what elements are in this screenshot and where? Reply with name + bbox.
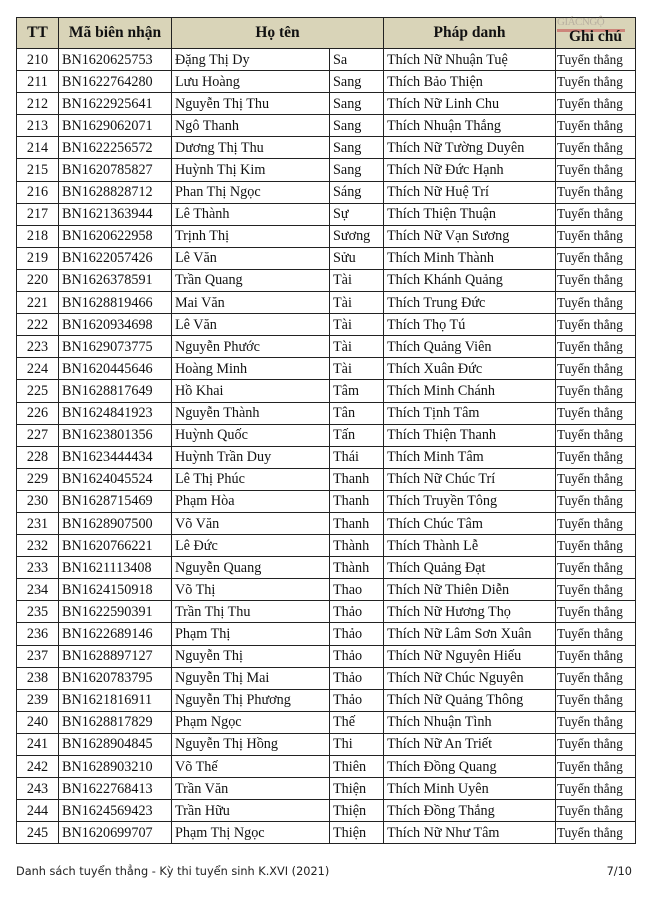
row-ghi-chu: Tuyển thẳng xyxy=(556,314,636,336)
row-ma-bien-nhan: BN1620783795 xyxy=(59,667,172,689)
row-ten: Tài xyxy=(330,358,384,380)
row-ghi-chu: Tuyển thẳng xyxy=(556,645,636,667)
row-tt: 243 xyxy=(17,778,59,800)
row-tt: 215 xyxy=(17,159,59,181)
row-phap-danh: Thích Thọ Tú xyxy=(384,314,556,336)
row-tt: 240 xyxy=(17,711,59,733)
row-ghi-chu: Tuyển thẳng xyxy=(556,579,636,601)
row-tt: 222 xyxy=(17,314,59,336)
row-ten: Thành xyxy=(330,557,384,579)
row-phap-danh: Thích Truyền Tông xyxy=(384,490,556,512)
row-ho: Nguyễn Thị Thu xyxy=(172,93,330,115)
table-row xyxy=(17,557,636,579)
row-ho: Nguyễn Phước xyxy=(172,336,330,358)
header-ho-ten: Họ tên xyxy=(172,18,384,49)
table-row xyxy=(17,645,636,667)
row-ho: Trần Văn xyxy=(172,778,330,800)
row-tt: 218 xyxy=(17,225,59,247)
table-row xyxy=(17,292,636,314)
row-ma-bien-nhan: BN1620699707 xyxy=(59,822,172,844)
row-tt: 217 xyxy=(17,203,59,225)
row-ghi-chu: Tuyển thẳng xyxy=(556,424,636,446)
row-ten: Sáng xyxy=(330,181,384,203)
row-tt: 221 xyxy=(17,292,59,314)
row-ho: Ngô Thanh xyxy=(172,115,330,137)
row-tt: 233 xyxy=(17,557,59,579)
row-ghi-chu: Tuyển thẳng xyxy=(556,490,636,512)
page-number: 7/10 xyxy=(606,865,632,878)
row-phap-danh: Thích Thiện Thanh xyxy=(384,424,556,446)
table-row xyxy=(17,314,636,336)
row-ghi-chu: Tuyển thẳng xyxy=(556,468,636,490)
row-tt: 244 xyxy=(17,800,59,822)
table-body xyxy=(17,49,636,844)
row-ma-bien-nhan: BN1622925641 xyxy=(59,93,172,115)
row-ma-bien-nhan: BN1628817649 xyxy=(59,380,172,402)
row-ho: Phạm Thị xyxy=(172,623,330,645)
row-tt: 230 xyxy=(17,490,59,512)
row-ten: Tân xyxy=(330,402,384,424)
row-phap-danh: Thích Thành Lễ xyxy=(384,535,556,557)
row-ten: Tâm xyxy=(330,380,384,402)
table-row xyxy=(17,93,636,115)
row-phap-danh: Thích Nữ An Triết xyxy=(384,733,556,755)
row-ma-bien-nhan: BN1620625753 xyxy=(59,49,172,71)
row-ghi-chu: Tuyển thẳng xyxy=(556,667,636,689)
row-ghi-chu: Tuyển thẳng xyxy=(556,203,636,225)
table-row xyxy=(17,424,636,446)
row-tt: 232 xyxy=(17,535,59,557)
row-ho: Nguyễn Thị Phương xyxy=(172,689,330,711)
row-ten: Thảo xyxy=(330,645,384,667)
row-tt: 237 xyxy=(17,645,59,667)
row-ghi-chu: Tuyển thẳng xyxy=(556,115,636,137)
row-ten: Thảo xyxy=(330,689,384,711)
table-row xyxy=(17,115,636,137)
row-ten: Thái xyxy=(330,446,384,468)
row-tt: 236 xyxy=(17,623,59,645)
row-phap-danh: Thích Nữ Vạn Sương xyxy=(384,225,556,247)
table-row xyxy=(17,800,636,822)
row-ho: Lê Văn xyxy=(172,314,330,336)
row-ma-bien-nhan: BN1620934698 xyxy=(59,314,172,336)
row-ho: Võ Thị xyxy=(172,579,330,601)
row-phap-danh: Thích Bảo Thiện xyxy=(384,71,556,93)
row-ma-bien-nhan: BN1622590391 xyxy=(59,601,172,623)
table-row xyxy=(17,490,636,512)
row-ten: Sang xyxy=(330,137,384,159)
row-phap-danh: Thích Minh Tâm xyxy=(384,446,556,468)
row-ten: Thành xyxy=(330,535,384,557)
row-ma-bien-nhan: BN1620445646 xyxy=(59,358,172,380)
row-ghi-chu: Tuyển thẳng xyxy=(556,512,636,534)
row-ho: Phan Thị Ngọc xyxy=(172,181,330,203)
row-ten: Thiện xyxy=(330,778,384,800)
row-tt: 228 xyxy=(17,446,59,468)
row-ten: Tài xyxy=(330,269,384,291)
row-ho: Trần Quang xyxy=(172,269,330,291)
row-ghi-chu: Tuyển thẳng xyxy=(556,535,636,557)
row-ghi-chu: Tuyển thẳng xyxy=(556,49,636,71)
row-ma-bien-nhan: BN1624569423 xyxy=(59,800,172,822)
row-ho: Huỳnh Trần Duy xyxy=(172,446,330,468)
table-row xyxy=(17,203,636,225)
row-ten: Sửu xyxy=(330,247,384,269)
table-row xyxy=(17,535,636,557)
table-row xyxy=(17,689,636,711)
row-phap-danh: Thích Nữ Quảng Thông xyxy=(384,689,556,711)
row-ghi-chu: Tuyển thẳng xyxy=(556,336,636,358)
row-phap-danh: Thích Minh Uyên xyxy=(384,778,556,800)
table-row xyxy=(17,733,636,755)
row-ho: Hồ Khai xyxy=(172,380,330,402)
row-tt: 225 xyxy=(17,380,59,402)
row-ma-bien-nhan: BN1628817829 xyxy=(59,711,172,733)
row-tt: 227 xyxy=(17,424,59,446)
row-ho: Mai Văn xyxy=(172,292,330,314)
row-ten: Tài xyxy=(330,336,384,358)
row-ma-bien-nhan: BN1628904845 xyxy=(59,733,172,755)
row-ho: Huỳnh Thị Kim xyxy=(172,159,330,181)
row-ten: Sang xyxy=(330,93,384,115)
row-ten: Sang xyxy=(330,71,384,93)
row-ghi-chu: Tuyển thẳng xyxy=(556,137,636,159)
row-ghi-chu: Tuyển thẳng xyxy=(556,623,636,645)
row-ghi-chu: Tuyển thẳng xyxy=(556,380,636,402)
header-phap-danh: Pháp danh xyxy=(384,18,556,49)
table-row xyxy=(17,756,636,778)
row-ma-bien-nhan: BN1620622958 xyxy=(59,225,172,247)
row-ghi-chu: Tuyển thẳng xyxy=(556,733,636,755)
row-ten: Thiên xyxy=(330,756,384,778)
row-ho: Nguyễn Thị xyxy=(172,645,330,667)
row-ma-bien-nhan: BN1623801356 xyxy=(59,424,172,446)
row-phap-danh: Thích Đồng Thắng xyxy=(384,800,556,822)
row-ho: Lê Thị Phúc xyxy=(172,468,330,490)
row-tt: 229 xyxy=(17,468,59,490)
row-ho: Hoàng Minh xyxy=(172,358,330,380)
row-ghi-chu: Tuyển thẳng xyxy=(556,756,636,778)
table-row xyxy=(17,822,636,844)
row-phap-danh: Thích Minh Chánh xyxy=(384,380,556,402)
row-tt: 216 xyxy=(17,181,59,203)
row-tt: 220 xyxy=(17,269,59,291)
row-phap-danh: Thích Quảng Đạt xyxy=(384,557,556,579)
row-ho: Trịnh Thị xyxy=(172,225,330,247)
table-row xyxy=(17,711,636,733)
table-row xyxy=(17,468,636,490)
row-ghi-chu: Tuyển thẳng xyxy=(556,292,636,314)
row-ho: Nguyễn Thị Hồng xyxy=(172,733,330,755)
row-phap-danh: Thích Thiện Thuận xyxy=(384,203,556,225)
row-phap-danh: Thích Trung Đức xyxy=(384,292,556,314)
row-phap-danh: Thích Minh Thành xyxy=(384,247,556,269)
row-ten: Sang xyxy=(330,115,384,137)
row-phap-danh: Thích Khánh Quảng xyxy=(384,269,556,291)
table-row xyxy=(17,667,636,689)
row-ho: Nguyễn Quang xyxy=(172,557,330,579)
row-ho: Phạm Hòa xyxy=(172,490,330,512)
row-ma-bien-nhan: BN1621113408 xyxy=(59,557,172,579)
table-row xyxy=(17,225,636,247)
row-ma-bien-nhan: BN1621363944 xyxy=(59,203,172,225)
row-ten: Thanh xyxy=(330,490,384,512)
row-phap-danh: Thích Nữ Linh Chu xyxy=(384,93,556,115)
table-row xyxy=(17,579,636,601)
row-ghi-chu: Tuyển thẳng xyxy=(556,225,636,247)
row-tt: 238 xyxy=(17,667,59,689)
row-phap-danh: Thích Nữ Tường Duyên xyxy=(384,137,556,159)
row-ho: Phạm Ngọc xyxy=(172,711,330,733)
row-ten: Thi xyxy=(330,733,384,755)
row-phap-danh: Thích Nữ Nhuận Tuệ xyxy=(384,49,556,71)
row-ghi-chu: Tuyển thẳng xyxy=(556,358,636,380)
row-tt: 210 xyxy=(17,49,59,71)
row-ho: Lưu Hoàng xyxy=(172,71,330,93)
header-tt: TT xyxy=(17,18,59,49)
table-header-row xyxy=(17,18,636,49)
row-ten: Thảo xyxy=(330,623,384,645)
row-ten: Thiện xyxy=(330,800,384,822)
row-ten: Thanh xyxy=(330,512,384,534)
row-phap-danh: Thích Chúc Tâm xyxy=(384,512,556,534)
row-ghi-chu: Tuyển thẳng xyxy=(556,822,636,844)
row-ten: Tài xyxy=(330,292,384,314)
admission-list-table xyxy=(16,17,636,844)
row-ho: Nguyễn Thị Mai xyxy=(172,667,330,689)
row-ten: Thế xyxy=(330,711,384,733)
footer-title: Danh sách tuyển thẳng - Kỳ thi tuyển sinh K.XVI (2021) xyxy=(16,865,330,878)
row-ma-bien-nhan: BN1628715469 xyxy=(59,490,172,512)
table-row xyxy=(17,247,636,269)
row-ho: Trần Thị Thu xyxy=(172,601,330,623)
row-ho: Lê Đức xyxy=(172,535,330,557)
row-ma-bien-nhan: BN1622764280 xyxy=(59,71,172,93)
row-ma-bien-nhan: BN1620766221 xyxy=(59,535,172,557)
row-ghi-chu: Tuyển thẳng xyxy=(556,402,636,424)
header-ma-bien-nhan: Mã biên nhận xyxy=(59,18,172,49)
row-phap-danh: Thích Nữ Như Tâm xyxy=(384,822,556,844)
row-ho: Huỳnh Quốc xyxy=(172,424,330,446)
row-ghi-chu: Tuyển thẳng xyxy=(556,800,636,822)
row-ma-bien-nhan: BN1624045524 xyxy=(59,468,172,490)
row-tt: 212 xyxy=(17,93,59,115)
row-tt: 226 xyxy=(17,402,59,424)
row-ten: Thanh xyxy=(330,468,384,490)
row-ten: Thiện xyxy=(330,822,384,844)
row-phap-danh: Thích Nhuận Thắng xyxy=(384,115,556,137)
row-ten: Tấn xyxy=(330,424,384,446)
row-phap-danh: Thích Nữ Lâm Sơn Xuân xyxy=(384,623,556,645)
row-ma-bien-nhan: BN1622057426 xyxy=(59,247,172,269)
row-ghi-chu: Tuyển thẳng xyxy=(556,71,636,93)
row-ma-bien-nhan: BN1628903210 xyxy=(59,756,172,778)
row-ma-bien-nhan: BN1629073775 xyxy=(59,336,172,358)
table-row xyxy=(17,380,636,402)
row-ma-bien-nhan: BN1624841923 xyxy=(59,402,172,424)
row-ghi-chu: Tuyển thẳng xyxy=(556,93,636,115)
row-ghi-chu: Tuyển thẳng xyxy=(556,778,636,800)
table-row xyxy=(17,71,636,93)
row-ghi-chu: Tuyển thẳng xyxy=(556,446,636,468)
row-ma-bien-nhan: BN1626378591 xyxy=(59,269,172,291)
row-ten: Sự xyxy=(330,203,384,225)
row-tt: 235 xyxy=(17,601,59,623)
row-phap-danh: Thích Đồng Quang xyxy=(384,756,556,778)
row-phap-danh: Thích Nữ Thiên Diễn xyxy=(384,579,556,601)
row-ten: Thảo xyxy=(330,667,384,689)
row-ho: Lê Văn xyxy=(172,247,330,269)
row-ma-bien-nhan: BN1628897127 xyxy=(59,645,172,667)
row-ma-bien-nhan: BN1623444434 xyxy=(59,446,172,468)
row-tt: 242 xyxy=(17,756,59,778)
row-phap-danh: Thích Nữ Hương Thọ xyxy=(384,601,556,623)
row-ten: Thao xyxy=(330,579,384,601)
row-ten: Sương xyxy=(330,225,384,247)
table-row xyxy=(17,601,636,623)
row-tt: 239 xyxy=(17,689,59,711)
row-tt: 214 xyxy=(17,137,59,159)
row-ho: Lê Thành xyxy=(172,203,330,225)
row-ghi-chu: Tuyển thẳng xyxy=(556,269,636,291)
row-ten: Tài xyxy=(330,314,384,336)
table-row xyxy=(17,269,636,291)
table-row xyxy=(17,159,636,181)
watermark-logo: GIÁCNGỘ xyxy=(557,16,605,28)
row-phap-danh: Thích Nhuận Tình xyxy=(384,711,556,733)
header-ghi-chu-label: Ghi chú xyxy=(569,28,622,45)
table-row xyxy=(17,512,636,534)
row-ho: Nguyễn Thành xyxy=(172,402,330,424)
row-tt: 224 xyxy=(17,358,59,380)
row-ma-bien-nhan: BN1620785827 xyxy=(59,159,172,181)
row-ma-bien-nhan: BN1622768413 xyxy=(59,778,172,800)
row-tt: 219 xyxy=(17,247,59,269)
row-tt: 211 xyxy=(17,71,59,93)
row-phap-danh: Thích Nữ Huệ Trí xyxy=(384,181,556,203)
row-ghi-chu: Tuyển thẳng xyxy=(556,557,636,579)
row-ma-bien-nhan: BN1621816911 xyxy=(59,689,172,711)
row-phap-danh: Thích Nữ Chúc Nguyên xyxy=(384,667,556,689)
table-row xyxy=(17,623,636,645)
row-phap-danh: Thích Nữ Đức Hạnh xyxy=(384,159,556,181)
row-ho: Võ Văn xyxy=(172,512,330,534)
row-tt: 213 xyxy=(17,115,59,137)
row-ghi-chu: Tuyển thẳng xyxy=(556,247,636,269)
row-ho: Võ Thế xyxy=(172,756,330,778)
row-ma-bien-nhan: BN1624150918 xyxy=(59,579,172,601)
row-ghi-chu: Tuyển thẳng xyxy=(556,689,636,711)
row-tt: 231 xyxy=(17,512,59,534)
row-ten: Sang xyxy=(330,159,384,181)
row-ghi-chu: Tuyển thẳng xyxy=(556,159,636,181)
row-ten: Sa xyxy=(330,49,384,71)
row-ho: Trần Hữu xyxy=(172,800,330,822)
row-ma-bien-nhan: BN1628819466 xyxy=(59,292,172,314)
table-row xyxy=(17,358,636,380)
table-row xyxy=(17,778,636,800)
row-ho: Dương Thị Thu xyxy=(172,137,330,159)
row-ho: Phạm Thị Ngọc xyxy=(172,822,330,844)
row-tt: 245 xyxy=(17,822,59,844)
header-ghi-chu xyxy=(556,18,636,49)
table-row xyxy=(17,49,636,71)
table-row xyxy=(17,137,636,159)
row-phap-danh: Thích Xuân Đức xyxy=(384,358,556,380)
row-ho: Đặng Thị Dy xyxy=(172,49,330,71)
row-phap-danh: Thích Tịnh Tâm xyxy=(384,402,556,424)
row-ghi-chu: Tuyển thẳng xyxy=(556,711,636,733)
row-phap-danh: Thích Quảng Viên xyxy=(384,336,556,358)
row-ma-bien-nhan: BN1622256572 xyxy=(59,137,172,159)
row-phap-danh: Thích Nữ Nguyên Hiếu xyxy=(384,645,556,667)
row-tt: 223 xyxy=(17,336,59,358)
table-row xyxy=(17,336,636,358)
row-tt: 241 xyxy=(17,733,59,755)
row-phap-danh: Thích Nữ Chúc Trí xyxy=(384,468,556,490)
table-row xyxy=(17,446,636,468)
table-row xyxy=(17,402,636,424)
row-ma-bien-nhan: BN1628907500 xyxy=(59,512,172,534)
row-ma-bien-nhan: BN1628828712 xyxy=(59,181,172,203)
row-ghi-chu: Tuyển thẳng xyxy=(556,181,636,203)
row-ten: Thảo xyxy=(330,601,384,623)
row-ma-bien-nhan: BN1629062071 xyxy=(59,115,172,137)
row-tt: 234 xyxy=(17,579,59,601)
table-row xyxy=(17,181,636,203)
row-ma-bien-nhan: BN1622689146 xyxy=(59,623,172,645)
row-ghi-chu: Tuyển thẳng xyxy=(556,601,636,623)
